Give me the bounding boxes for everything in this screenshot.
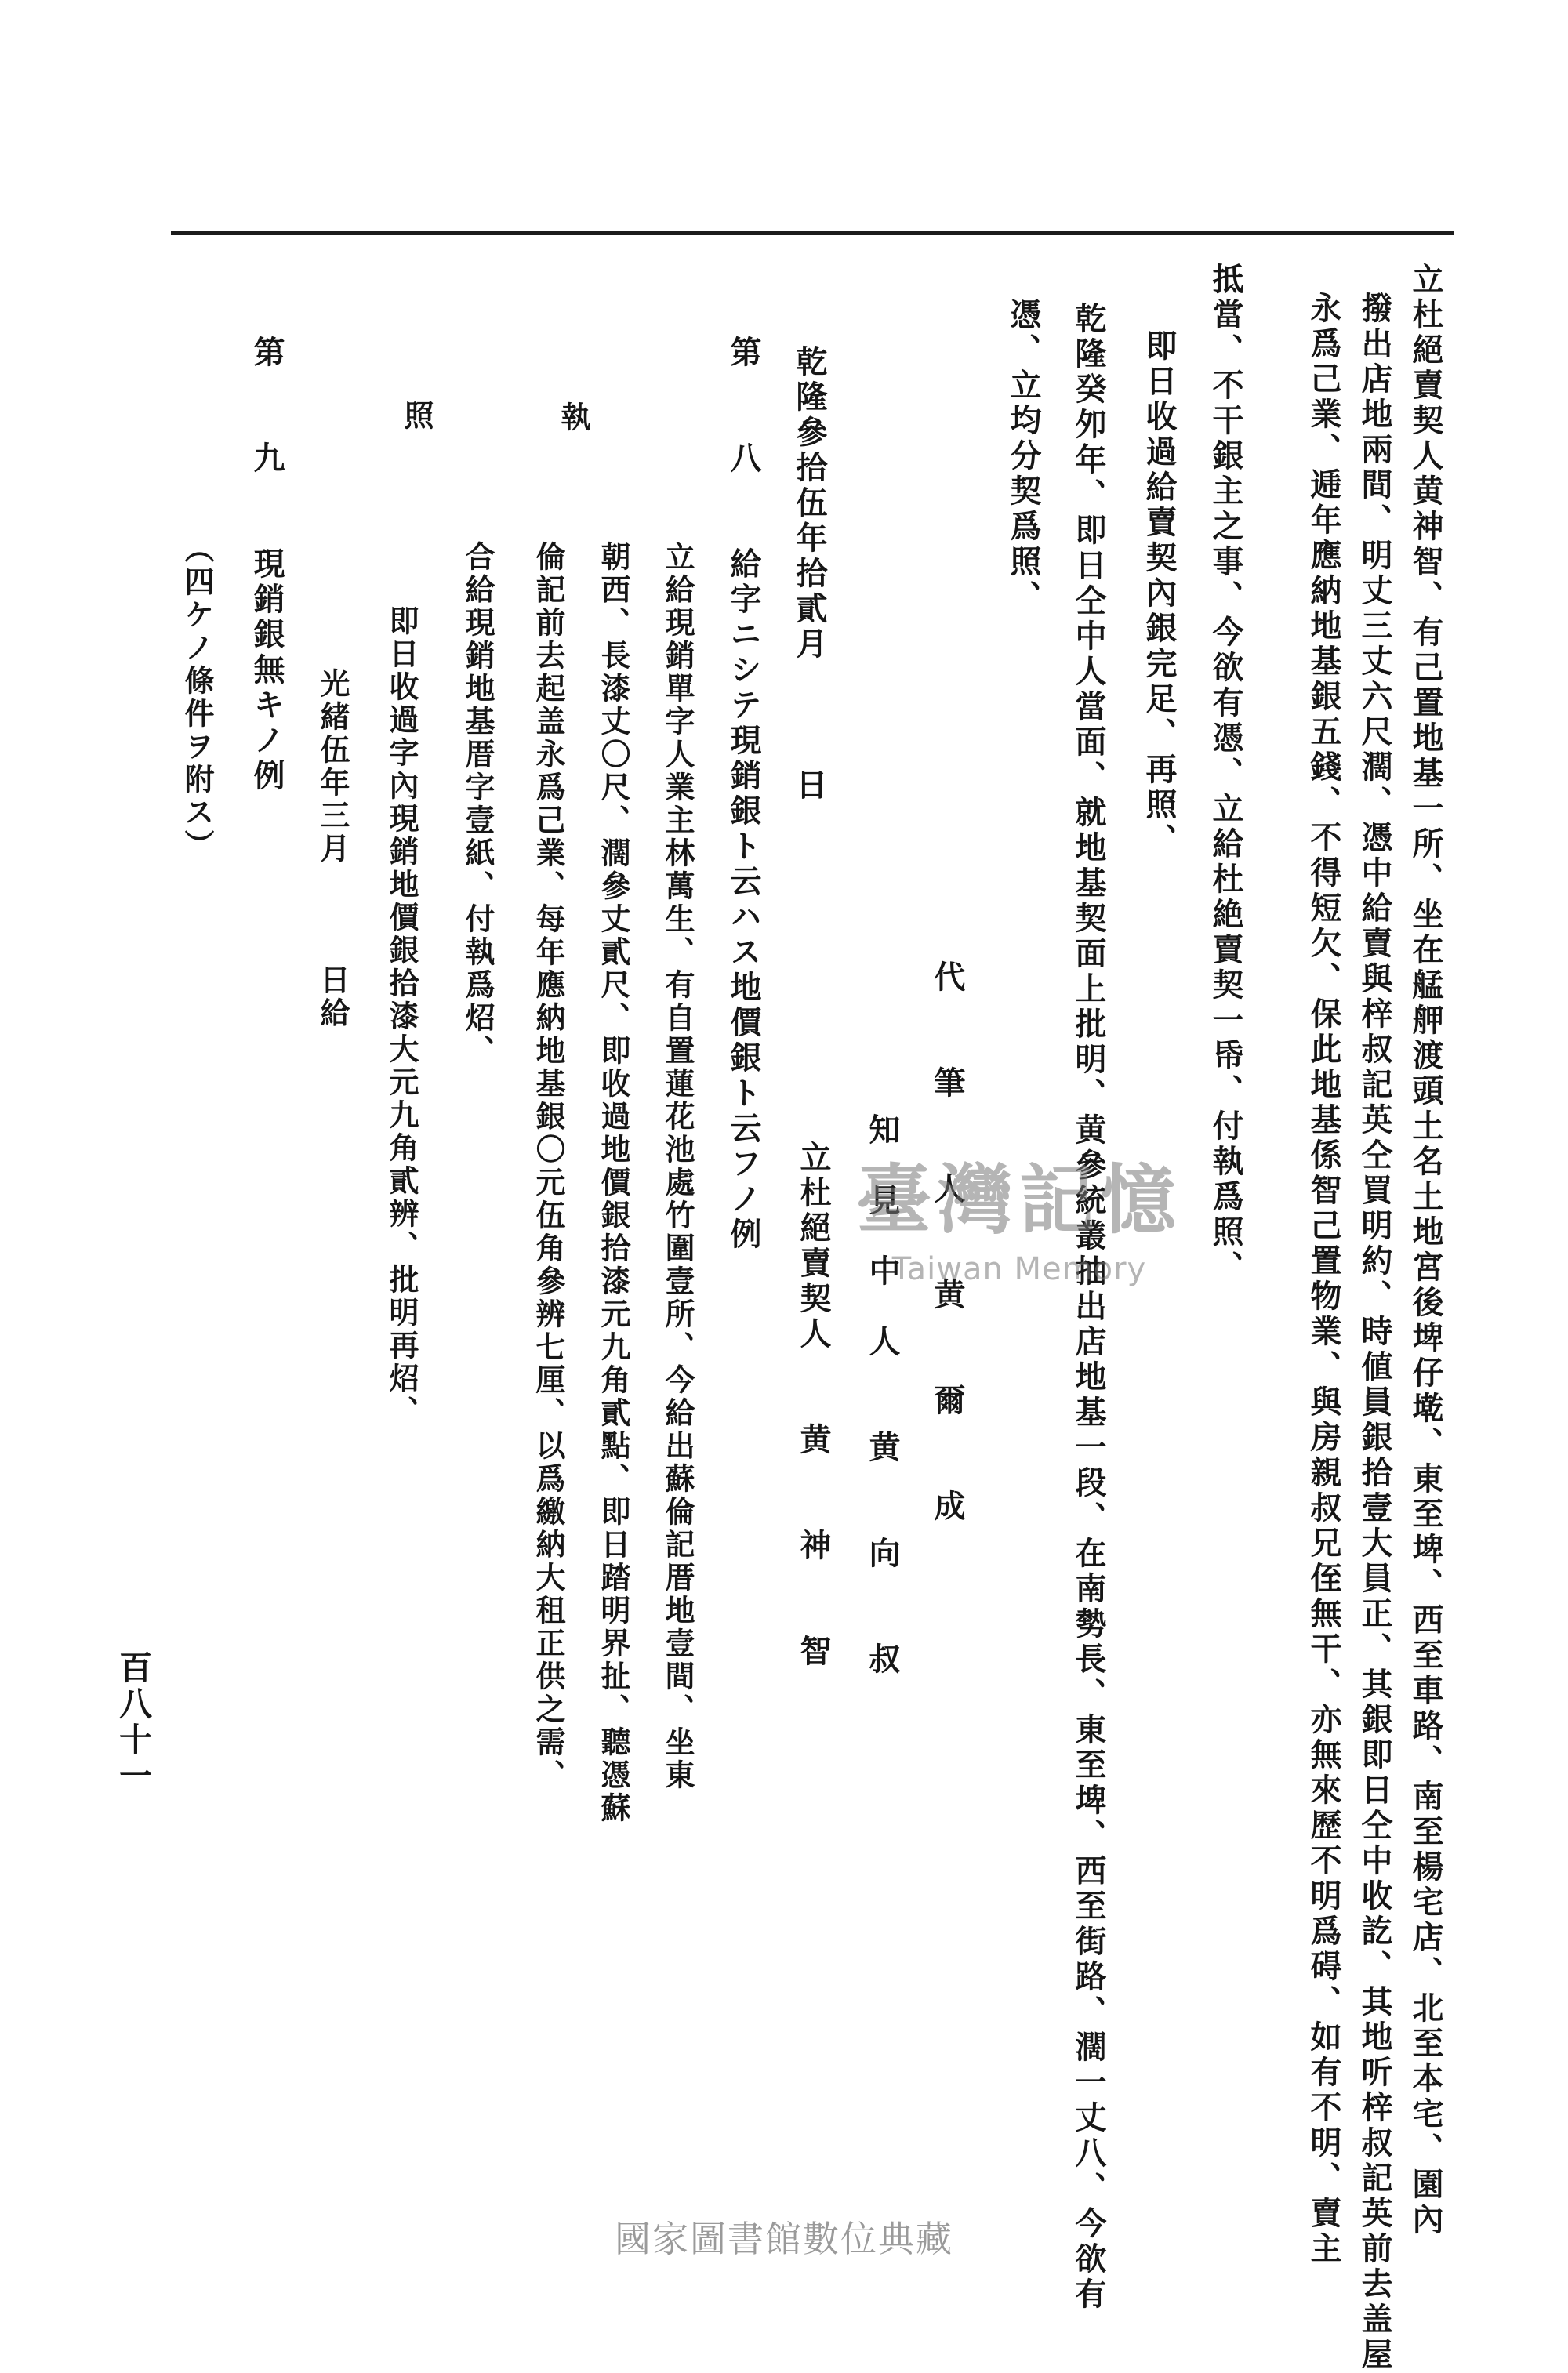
text-column-4: 抵當、不干銀主之事、今欲有憑、立給杜絶賣契一帋、付執爲照、	[1207, 263, 1244, 1286]
section-9-heading: 第 九 現銷銀無キノ例	[249, 336, 285, 794]
text-column-7: 憑、立均分契爲照、	[1005, 298, 1042, 615]
page-number: 百八十一	[114, 1650, 153, 1794]
text-column-3: 永爲己業、逓年應納地基銀五錢、不得短欠、保此地基係智己置物業、與房親叔兄侄無干、亦無來歷不明爲碍、如有不明、賣主	[1305, 292, 1342, 2267]
text-column-8: 立給現銷單字人業主林萬生、有自置蓮花池處竹圍壹所、今給出蘇倫記厝地壹間、坐東	[660, 541, 695, 1792]
section-8-heading: 第 八 給字ニシテ現銷銀ト云ハス地價銀ト云フノ例	[725, 336, 762, 1253]
text-column-9: 朝西、長漆丈〇尺、濶參丈貳尺、即收過地價銀拾漆元九角貳點、即日踏明界扯、聽憑蘇	[596, 541, 631, 1825]
text-column-11: 合給現銷地基厝字壹紙、付執爲炤、	[460, 541, 495, 1068]
watermark-subtitle: Taiwan Memory	[891, 1251, 1147, 1287]
text-column-10: 倫記前去起盖永爲己業、每年應納地基銀〇元伍角參辨七厘、以爲繳納大租正供之需、	[531, 541, 566, 1792]
footer-credit: 國家圖書館數位典藏	[615, 2218, 953, 2260]
text-column-5: 即日收過給賣契內銀完足、再照、	[1141, 329, 1178, 858]
top-rule	[171, 231, 1454, 235]
date-column-guangxu: 光緒伍年三月 日給	[315, 668, 350, 1030]
section-9-note: （四ケノ條件ヲ附ス）	[180, 533, 215, 862]
date-column-qianlong: 乾隆參拾伍年拾貳月 日	[791, 345, 828, 804]
taiwan-memory-watermark	[784, 1141, 1254, 1287]
zhao-label: 照	[399, 400, 434, 433]
text-column-1: 立杜絕賣契人黄神智、有己置地基一所、坐在艋舺渡頭土名土地宮後埤仔墘、東至埤、西至車路、南至楊宅店、北至本宅、園內	[1407, 263, 1444, 2238]
watermark-title: 臺灣記憶	[856, 1156, 1182, 1244]
text-column-6: 乾隆癸夘年、即日仝中人當面、就地基契面上批明、黄參統叢抽出店地基一段、在南勢長、東至埤、西至街路、濶一丈八、今欲有	[1070, 302, 1107, 2313]
signature-column-scribe: 代 筆 人 黄 爾 成	[929, 960, 966, 1525]
text-column-2: 撥出店地兩間、明丈三丈六尺濶、憑中給賣與梓叔記英仝買明約、時値員銀拾壹大員正、其銀即日仝中收訖、其地听梓叔記英前去盖屋	[1356, 292, 1393, 2373]
signature-column-seller: 立杜絕賣契人 黄 神 智	[795, 1141, 832, 1670]
text-column-12: 即日收過字內現銷地價銀拾漆大元九角貳辨、批明再炤、	[384, 605, 419, 1428]
zhi-label: 執	[556, 401, 591, 434]
signature-column-witness: 知 見 中 人 黄 向 叔	[864, 1113, 901, 1678]
